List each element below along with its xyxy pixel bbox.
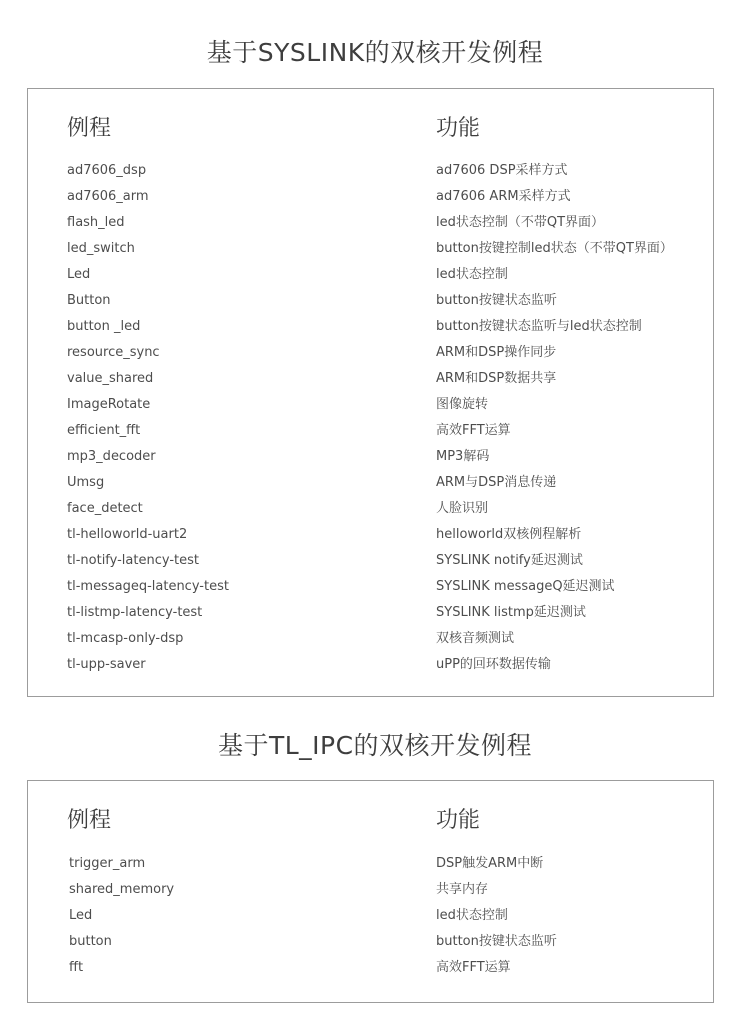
example-name: tl-messageq-latency-test <box>67 579 229 594</box>
examples-list-tl-ipc <box>69 851 713 981</box>
table-row <box>67 418 713 444</box>
example-function: button按键控制led状态（不带QT界面） <box>436 241 673 256</box>
example-function: 双核音频测试 <box>436 631 515 646</box>
table-row <box>67 392 713 418</box>
table-row <box>67 210 713 236</box>
section-title-tl-ipc: 基于TL_IPC的双核开发例程 <box>217 731 533 760</box>
table-row <box>67 184 713 210</box>
example-name: efficient_fft <box>67 423 141 438</box>
example-function: button按键状态监听 <box>436 934 557 949</box>
example-name: shared_memory <box>69 882 175 897</box>
example-name: ad7606_dsp <box>67 163 147 178</box>
table-row <box>67 600 713 626</box>
column-header-example: 例程 <box>67 116 112 141</box>
example-name: Led <box>69 908 93 923</box>
table-row <box>67 548 713 574</box>
example-function: button按键状态监听与led状态控制 <box>436 319 642 334</box>
example-function: 高效FFT运算 <box>436 960 511 975</box>
example-function: ARM和DSP操作同步 <box>436 345 557 360</box>
table-row <box>69 903 713 929</box>
example-name: tl-mcasp-only-dsp <box>67 631 184 646</box>
examples-panel-tl-ipc <box>27 780 714 1003</box>
example-function: MP3解码 <box>436 449 490 464</box>
table-row <box>67 340 713 366</box>
example-function: led状态控制（不带QT界面） <box>436 215 605 230</box>
example-function: uPP的回环数据传输 <box>436 657 551 672</box>
example-function: SYSLINK notify延迟测试 <box>436 553 583 568</box>
table-row <box>67 444 713 470</box>
table-row <box>69 877 713 903</box>
table-row <box>67 314 713 340</box>
table-row <box>67 262 713 288</box>
example-name: ad7606_arm <box>67 189 149 204</box>
table-row <box>69 955 713 981</box>
example-name: tl-helloworld-uart2 <box>67 527 188 542</box>
example-function: 共享内存 <box>436 882 489 897</box>
example-name: value_shared <box>67 371 154 386</box>
table-row <box>69 929 713 955</box>
table-row <box>67 522 713 548</box>
example-name: fft <box>69 960 84 975</box>
example-function: ad7606 DSP采样方式 <box>436 163 568 178</box>
example-function: button按键状态监听 <box>436 293 557 308</box>
example-name: tl-listmp-latency-test <box>67 605 203 620</box>
table-row <box>67 652 713 678</box>
table-row <box>67 626 713 652</box>
example-name: Button <box>67 293 111 308</box>
examples-panel-syslink <box>27 88 714 697</box>
example-function: 高效FFT运算 <box>436 423 511 438</box>
example-name: Umsg <box>67 475 105 490</box>
table-row <box>69 851 713 877</box>
table-row <box>67 496 713 522</box>
example-function: ad7606 ARM采样方式 <box>436 189 571 204</box>
example-name: led_switch <box>67 241 135 256</box>
column-header-function: 功能 <box>436 116 481 141</box>
example-function: led状态控制 <box>436 908 508 923</box>
example-name: tl-upp-saver <box>67 657 146 672</box>
example-name: resource_sync <box>67 345 160 360</box>
example-function: helloworld双核例程解析 <box>436 527 582 542</box>
example-name: trigger_arm <box>69 856 146 871</box>
example-function: 人脸识别 <box>436 501 489 516</box>
table-row <box>67 236 713 262</box>
column-header-function: 功能 <box>436 808 481 833</box>
example-name: Led <box>67 267 91 282</box>
examples-list-syslink <box>67 158 713 678</box>
example-name: ImageRotate <box>67 397 151 412</box>
table-row <box>67 288 713 314</box>
example-function: SYSLINK listmp延迟测试 <box>436 605 586 620</box>
example-function: 图像旋转 <box>436 397 489 412</box>
table-row <box>67 470 713 496</box>
table-row <box>67 158 713 184</box>
example-name: mp3_decoder <box>67 449 156 464</box>
example-name: button _led <box>67 319 141 334</box>
column-header-example: 例程 <box>67 808 112 833</box>
example-function: SYSLINK messageQ延迟测试 <box>436 579 615 594</box>
table-row <box>67 574 713 600</box>
example-function: led状态控制 <box>436 267 508 282</box>
section-title-syslink: 基于SYSLINK的双核开发例程 <box>206 38 544 67</box>
table-row <box>67 366 713 392</box>
example-function: ARM和DSP数据共享 <box>436 371 557 386</box>
example-name: flash_led <box>67 215 125 230</box>
example-name: button <box>69 934 112 949</box>
example-name: face_detect <box>67 501 143 516</box>
example-function: DSP触发ARM中断 <box>436 856 544 871</box>
example-name: tl-notify-latency-test <box>67 553 199 568</box>
example-function: ARM与DSP消息传递 <box>436 475 557 490</box>
